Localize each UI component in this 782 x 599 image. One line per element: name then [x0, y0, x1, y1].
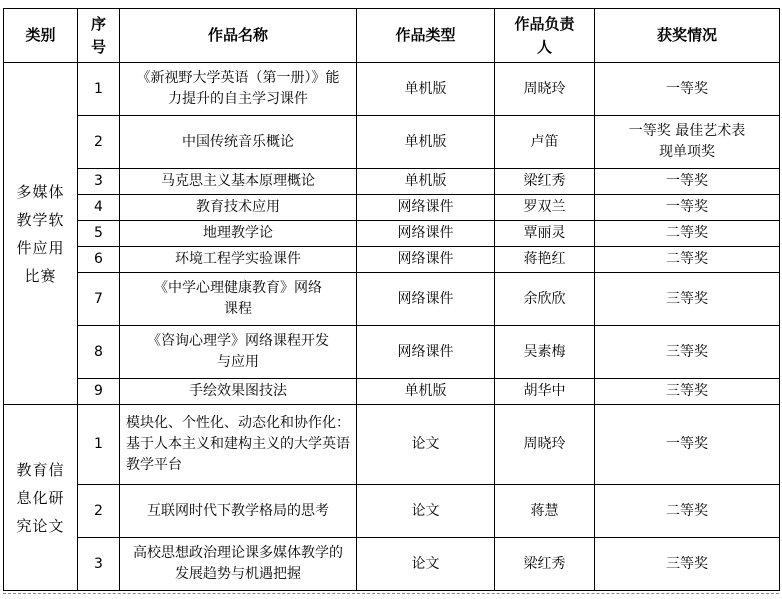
- seq-cell: 4: [78, 195, 120, 221]
- work-type-cell: 单机版: [357, 169, 495, 195]
- owner-cell: 蒋慧: [495, 485, 595, 538]
- work-type-cell: 网络课件: [357, 326, 495, 379]
- owner-cell: 罗双兰: [495, 195, 595, 221]
- owner-cell: 蒋艳红: [495, 247, 595, 273]
- work-type-cell: 论文: [357, 538, 495, 591]
- award-cell: 二等奖: [595, 221, 780, 247]
- owner-cell: 余欣欣: [495, 273, 595, 326]
- header-row: [4, 9, 780, 63]
- work-type-cell: 网络课件: [357, 273, 495, 326]
- work-type-cell: 论文: [357, 485, 495, 538]
- award-cell: 一等奖 最佳艺术表现单项奖: [595, 116, 780, 169]
- award-cell: 三等奖: [595, 538, 780, 591]
- seq-cell: 3: [78, 538, 120, 591]
- table-row: [4, 405, 780, 485]
- work-name-cell: 《咨询心理学》网络课程开发与应用: [120, 326, 357, 379]
- group-cell-papers: 教育信息化研究论文: [4, 405, 78, 591]
- award-cell: 一等奖: [595, 169, 780, 195]
- owner-cell: 梁红秀: [495, 538, 595, 591]
- table-row: [4, 195, 780, 221]
- work-type-cell: 单机版: [357, 379, 495, 405]
- work-type-cell: 论文: [357, 405, 495, 485]
- work-name-cell: 马克思主义基本原理概论: [120, 169, 357, 195]
- header-seq: 序号: [78, 9, 120, 63]
- work-name-cell: 中国传统音乐概论: [120, 116, 357, 169]
- work-name-cell: 手绘效果图技法: [120, 379, 357, 405]
- work-name-cell: 环境工程学实验课件: [120, 247, 357, 273]
- seq-cell: 2: [78, 116, 120, 169]
- table-row: [4, 63, 780, 116]
- work-name-cell: 互联网时代下教学格局的思考: [120, 485, 357, 538]
- work-name-cell: 《中学心理健康教育》网络课程: [120, 273, 357, 326]
- award-cell: 二等奖: [595, 247, 780, 273]
- table-row: [4, 538, 780, 591]
- owner-cell: 周晓玲: [495, 405, 595, 485]
- header-work-type: 作品类型: [357, 9, 495, 63]
- work-name-cell: 高校思想政治理论课多媒体教学的发展趋势与机遇把握: [120, 538, 357, 591]
- table-row: [4, 273, 780, 326]
- page-bottom-border: [3, 593, 779, 594]
- owner-cell: 覃丽灵: [495, 221, 595, 247]
- owner-cell: 胡华中: [495, 379, 595, 405]
- seq-cell: 5: [78, 221, 120, 247]
- owner-cell: 卢笛: [495, 116, 595, 169]
- awards-table: [3, 8, 780, 591]
- work-name-cell: 《新视野大学英语（第一册）》能力提升的自主学习课件: [120, 63, 357, 116]
- header-owner: 作品负责人: [495, 9, 595, 63]
- table-row: [4, 221, 780, 247]
- owner-cell: 梁红秀: [495, 169, 595, 195]
- award-cell: 三等奖: [595, 379, 780, 405]
- work-type-cell: 单机版: [357, 63, 495, 116]
- award-cell: 一等奖: [595, 195, 780, 221]
- table-row: [4, 326, 780, 379]
- table-row: [4, 169, 780, 195]
- award-cell: 一等奖: [595, 63, 780, 116]
- award-cell: 二等奖: [595, 485, 780, 538]
- work-type-cell: 网络课件: [357, 195, 495, 221]
- table-row: [4, 485, 780, 538]
- header-award: 获奖情况: [595, 9, 780, 63]
- seq-cell: 2: [78, 485, 120, 538]
- seq-cell: 7: [78, 273, 120, 326]
- award-cell: 三等奖: [595, 326, 780, 379]
- work-type-cell: 网络课件: [357, 221, 495, 247]
- work-name-cell: 教育技术应用: [120, 195, 357, 221]
- seq-cell: 1: [78, 63, 120, 116]
- table-row: [4, 247, 780, 273]
- owner-cell: 周晓玲: [495, 63, 595, 116]
- owner-cell: 吴素梅: [495, 326, 595, 379]
- seq-cell: 9: [78, 379, 120, 405]
- work-type-cell: 网络课件: [357, 247, 495, 273]
- seq-cell: 6: [78, 247, 120, 273]
- table-row: [4, 116, 780, 169]
- seq-cell: 3: [78, 169, 120, 195]
- award-cell: 三等奖: [595, 273, 780, 326]
- header-category: 类别: [4, 9, 78, 63]
- header-work-name: 作品名称: [120, 9, 357, 63]
- group-cell-multimedia: 多媒体教学软件应用比赛: [4, 63, 78, 405]
- work-name-cell: 模块化、个性化、动态化和协作化：基于人本主义和建构主义的大学英语教学平台: [120, 405, 357, 485]
- work-type-cell: 单机版: [357, 116, 495, 169]
- seq-cell: 1: [78, 405, 120, 485]
- award-cell: 一等奖: [595, 405, 780, 485]
- table-row: [4, 379, 780, 405]
- seq-cell: 8: [78, 326, 120, 379]
- work-name-cell: 地理教学论: [120, 221, 357, 247]
